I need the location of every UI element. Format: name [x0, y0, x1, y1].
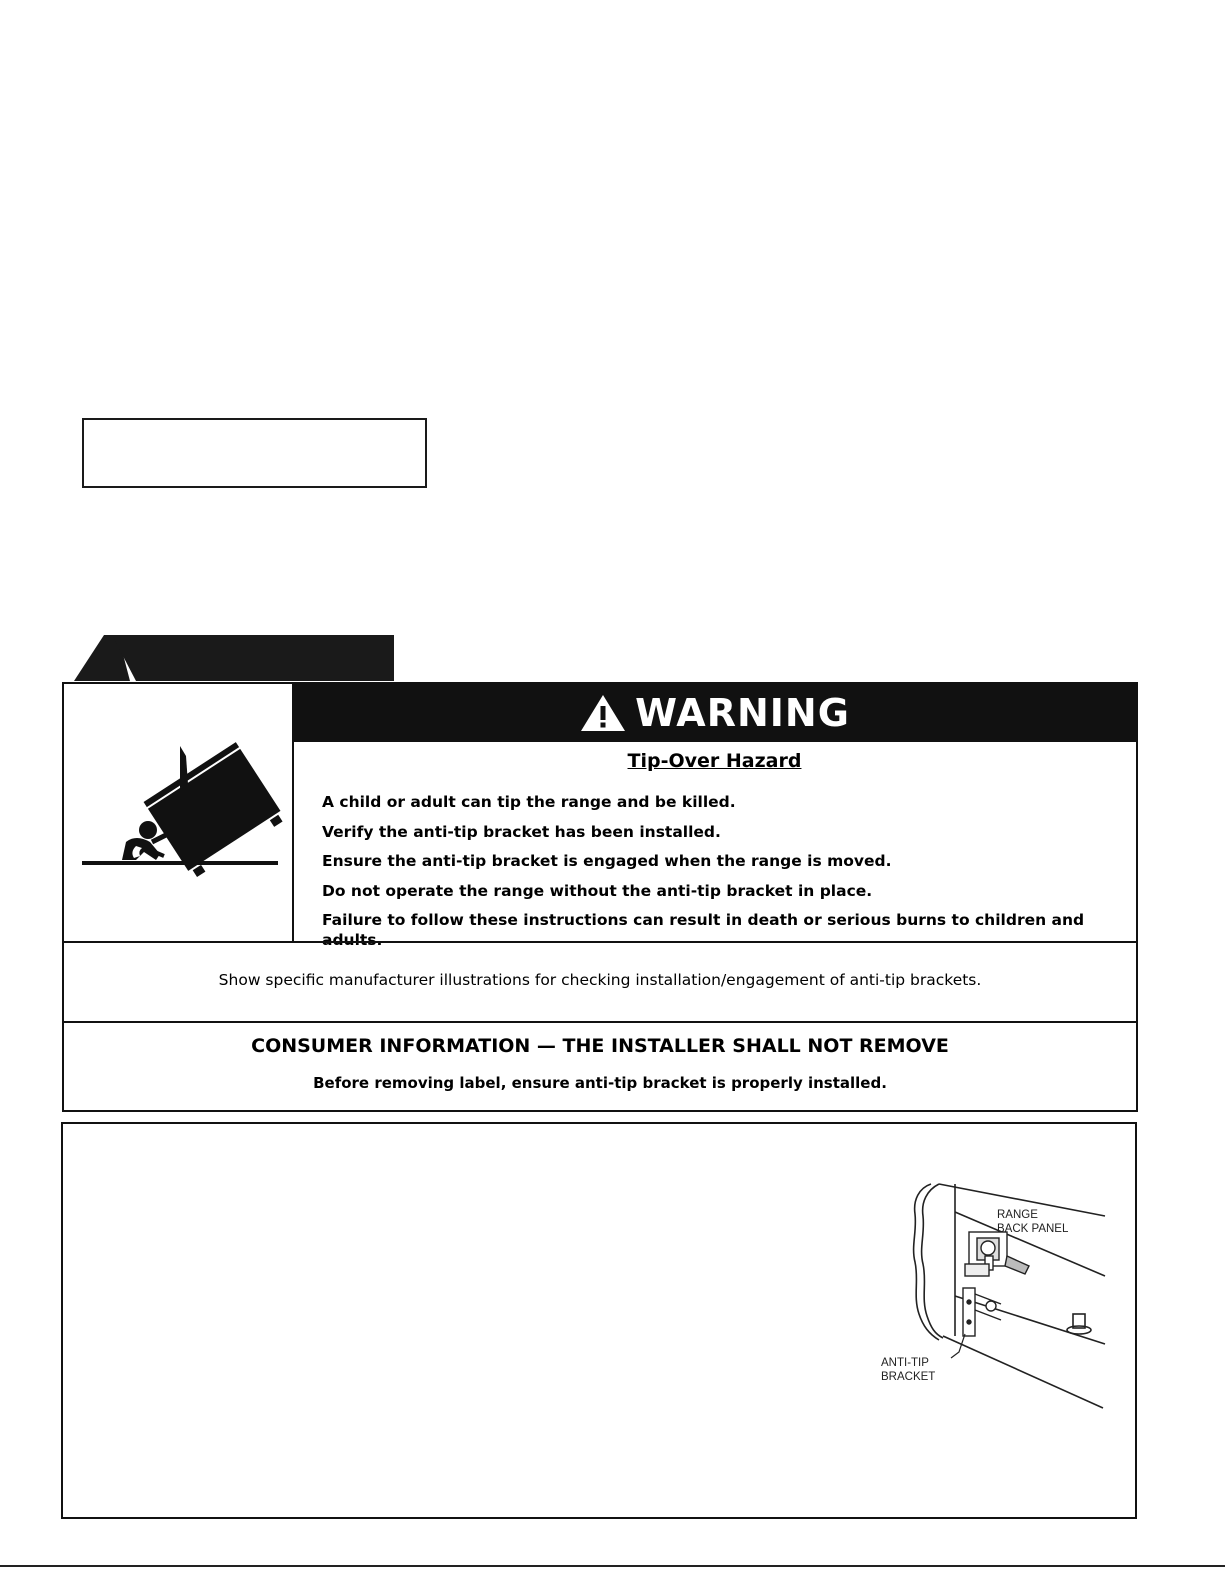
bracket-label-line-2: BRACKET [881, 1371, 936, 1383]
bracket-label-line-1: ANTI-TIP [881, 1357, 929, 1369]
divider [64, 1021, 1136, 1023]
tip-over-pictogram-icon [64, 684, 292, 942]
warning-tab-icon [74, 635, 394, 681]
warning-triangle-icon [579, 693, 627, 733]
anti-tip-bracket-figure [873, 1176, 1113, 1416]
illustration-note: Show specific manufacturer illustrations for checking installation/engagement of anti-tip brackets. [218, 971, 982, 989]
hazard-line: Failure to follow these instructions can result in death or serious burns to children and adults. [322, 911, 1085, 949]
back-panel-label-line-2: BACK PANEL [997, 1223, 1069, 1235]
hazard-line: Ensure the anti-tip bracket is engaged when the range is moved. [322, 852, 892, 870]
empty-outlined-box [82, 418, 427, 488]
bottom-rule [0, 1565, 1225, 1567]
divider [64, 941, 1136, 943]
consumer-info-heading: CONSUMER INFORMATION — THE INSTALLER SHALL NOT REMOVE [251, 1035, 949, 1057]
hazard-title: Tip-Over Hazard [627, 750, 802, 772]
warning-banner [293, 684, 1136, 742]
anti-tip-bracket-illustration [873, 1176, 1113, 1416]
hazard-line: Verify the anti-tip bracket has been installed. [322, 822, 721, 841]
warning-label [62, 682, 1138, 1112]
bracket-illustration-box [61, 1122, 1137, 1519]
back-panel-label-line-1: RANGE [997, 1209, 1038, 1221]
pictogram-cell [64, 684, 294, 942]
warning-banner-text: WARNING [635, 691, 850, 735]
hazard-line: A child or adult can tip the range and be killed. [322, 793, 736, 811]
hazard-line: Do not operate the range without the anti-tip bracket in place. [322, 881, 873, 900]
before-removing-note: Before removing label, ensure anti-tip bracket is properly installed. [313, 1074, 887, 1092]
hazard-lines [322, 792, 1136, 949]
